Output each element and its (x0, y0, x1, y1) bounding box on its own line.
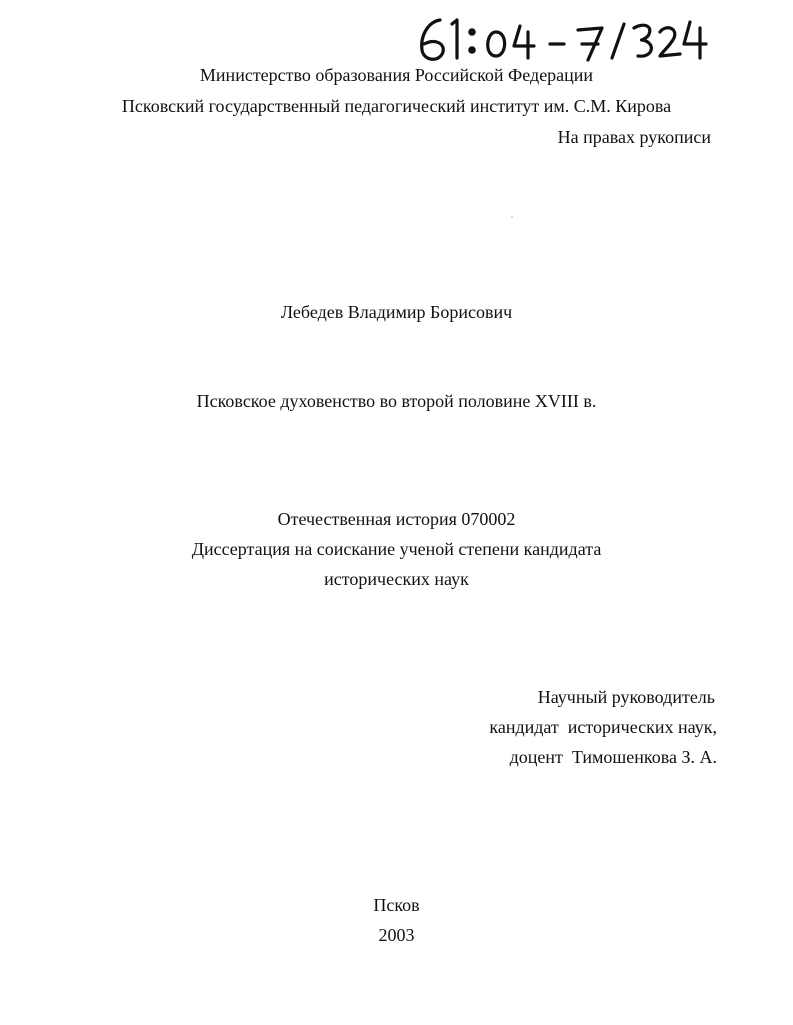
supervisor-name: доцент Тимошенкова З. А. (509, 747, 717, 767)
city: Псков (373, 895, 420, 915)
scan-speck (511, 216, 513, 218)
specialty: Отечественная история 070002 (277, 509, 516, 529)
handwritten-archive-code (410, 8, 710, 66)
degree-line-1: Диссертация на соискание ученой степени кандидата (191, 539, 602, 559)
ministry-name: Министерство образования Российской Федерации (199, 65, 594, 85)
degree-line-2: исторических наук (324, 569, 469, 589)
institute-name: Псковский государственный педагогический институт им. С.М. Кирова (121, 96, 672, 116)
author-name: Лебедев Владимир Борисович (280, 302, 513, 322)
supervisor-role: Научный руководитель (537, 687, 715, 707)
year: 2003 (378, 925, 415, 945)
manuscript-note: На правах рукописи (557, 127, 711, 147)
dissertation-title: Псковское духовенство во второй половине XVIII в. (196, 391, 597, 411)
supervisor-degree: кандидат исторических наук, (489, 717, 717, 737)
